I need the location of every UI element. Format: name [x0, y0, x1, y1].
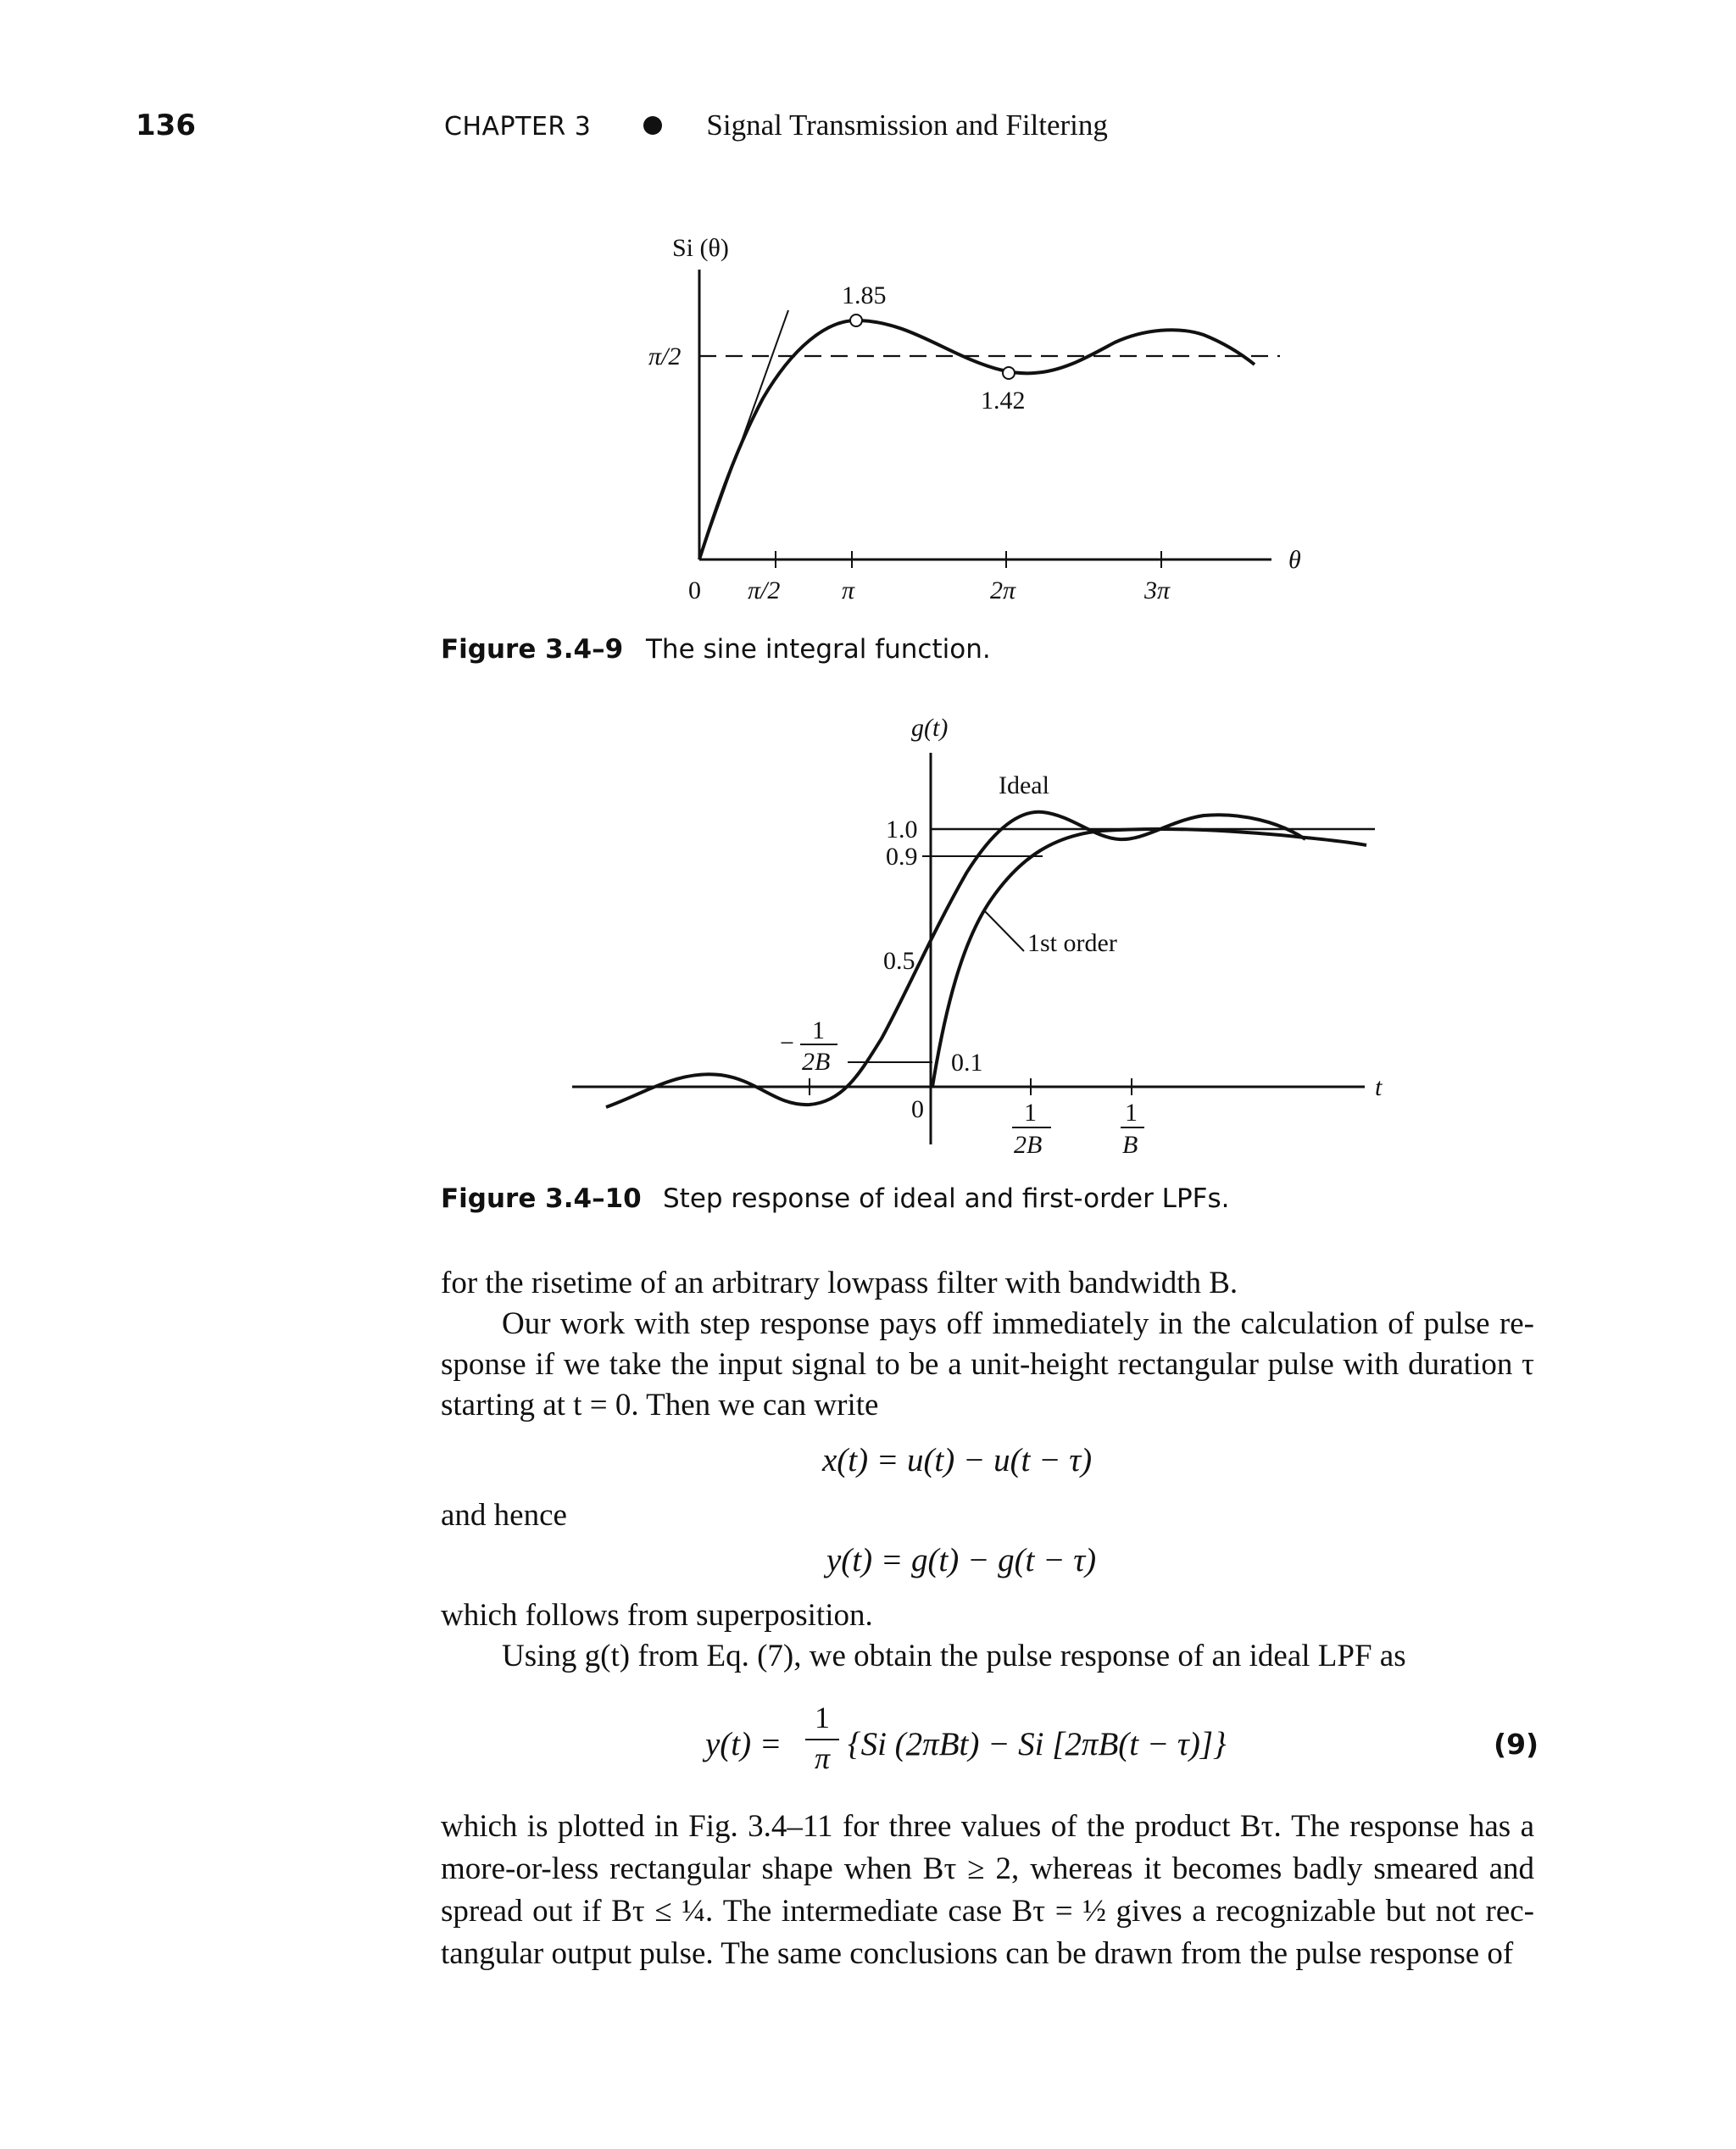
fig1-xtick-label-pi2: π/2 [748, 576, 781, 604]
paragraph-4: which follows from superposition. [441, 1598, 873, 1633]
paragraph-block-2 [441, 1595, 1534, 1677]
fig1-ytick-label: π/2 [648, 342, 682, 370]
fig2-tick1-num: 1 [1024, 1099, 1037, 1127]
eq9-lhs: y(t) = [705, 1726, 782, 1762]
paragraph-6: which is plotted in Fig. 3.4–11 for three values of the product Bτ. The response has a more-or-less rectangular shape when Bτ ≥ 2, whereas it becomes badly smeared and spread out if Bτ ≤ ¼. The intermediate case Bτ = ½ gives a recognizable but not rec-tangular output pulse. The same conclusions can be drawn from the pulse response of [441, 1809, 1534, 1971]
fig2-tick2-num: 1 [1125, 1099, 1138, 1127]
eq9-fraction [805, 1700, 839, 1776]
figure2-caption-text: Step response of ideal and first-order LPFs. [663, 1183, 1230, 1214]
fig1-xtick-label-0: 0 [688, 576, 701, 604]
eq9-num: 1 [815, 1701, 830, 1734]
figure1-label: Figure 3.4–9 [441, 634, 624, 665]
fig2-x-label: t [1375, 1073, 1383, 1101]
fig2-neg-num: 1 [812, 1016, 825, 1044]
section-title: Signal Transmission and Filtering [706, 109, 1108, 142]
fig2-ideal-label: Ideal [999, 771, 1049, 799]
figure2-caption [441, 1183, 1229, 1214]
paragraph-3: and hence [441, 1498, 567, 1533]
fig2-ytick-1: 1.0 [886, 816, 918, 843]
fig1-xtick-label-pi: π [842, 576, 855, 604]
fig1-y-label: Si (θ) [672, 234, 729, 262]
fig2-ytick-01: 0.1 [951, 1049, 983, 1077]
figure-sine-integral [648, 234, 1301, 604]
fig2-tick2-den: B [1122, 1131, 1138, 1159]
equation-1: x(t) = u(t) − u(t − τ) [822, 1442, 1093, 1478]
fig2-neg-sign: − [780, 1029, 794, 1057]
figure1-caption-text: The sine integral function. [646, 634, 991, 665]
eq9-rhs: {Si (2πBt) − Si [2πB(t − τ)]} [848, 1726, 1227, 1762]
fig1-max-marker [850, 315, 862, 326]
fig1-xtick-label-2pi: 2π [990, 576, 1016, 604]
fig2-y-label: g(t) [911, 714, 949, 742]
fig2-ytick-09: 0.9 [886, 843, 918, 871]
fig2-first-order-pointer [985, 911, 1024, 951]
equation-2: y(t) = g(t) − g(t − τ) [826, 1542, 1097, 1578]
fig2-first-order-label: 1st order [1027, 929, 1117, 957]
eq9-den: π [814, 1741, 831, 1775]
paragraph-5: Using g(t) from Eq. (7), we obtain the pulse response of an ideal LPF as [502, 1639, 1406, 1673]
figure1-caption [441, 634, 991, 665]
figure-step-response [572, 714, 1383, 1159]
figure2-label: Figure 3.4–10 [441, 1183, 642, 1214]
fig1-max-label: 1.85 [842, 281, 887, 309]
body-text [441, 1263, 1534, 1426]
fig1-x-label: θ [1288, 546, 1301, 574]
fig1-min-label: 1.42 [981, 387, 1026, 415]
fig1-min-marker [1003, 367, 1015, 379]
fig2-ytick-05: 0.5 [883, 947, 915, 975]
fig2-first-order-curve [932, 829, 1366, 1087]
paragraph-1: for the risetime of an arbitrary lowpass filter with bandwidth B. [441, 1266, 1238, 1300]
fig2-neg-den: 2B [802, 1048, 831, 1076]
paragraph-2: Our work with step response pays off immediately in the calculation of pulse re-sponse if we take the input signal to be a unit-height rectangular pulse with duration τ starting at t = 0. Then we can write [441, 1306, 1534, 1422]
fig1-xtick-label-3pi: 3π [1144, 576, 1171, 604]
chapter-label: CHAPTER 3 [444, 112, 592, 142]
equation-number: (9) [1494, 1728, 1539, 1761]
fig2-tick1-den: 2B [1014, 1131, 1043, 1159]
fig2-origin-label: 0 [911, 1095, 924, 1123]
page-number: 136 [136, 109, 196, 142]
